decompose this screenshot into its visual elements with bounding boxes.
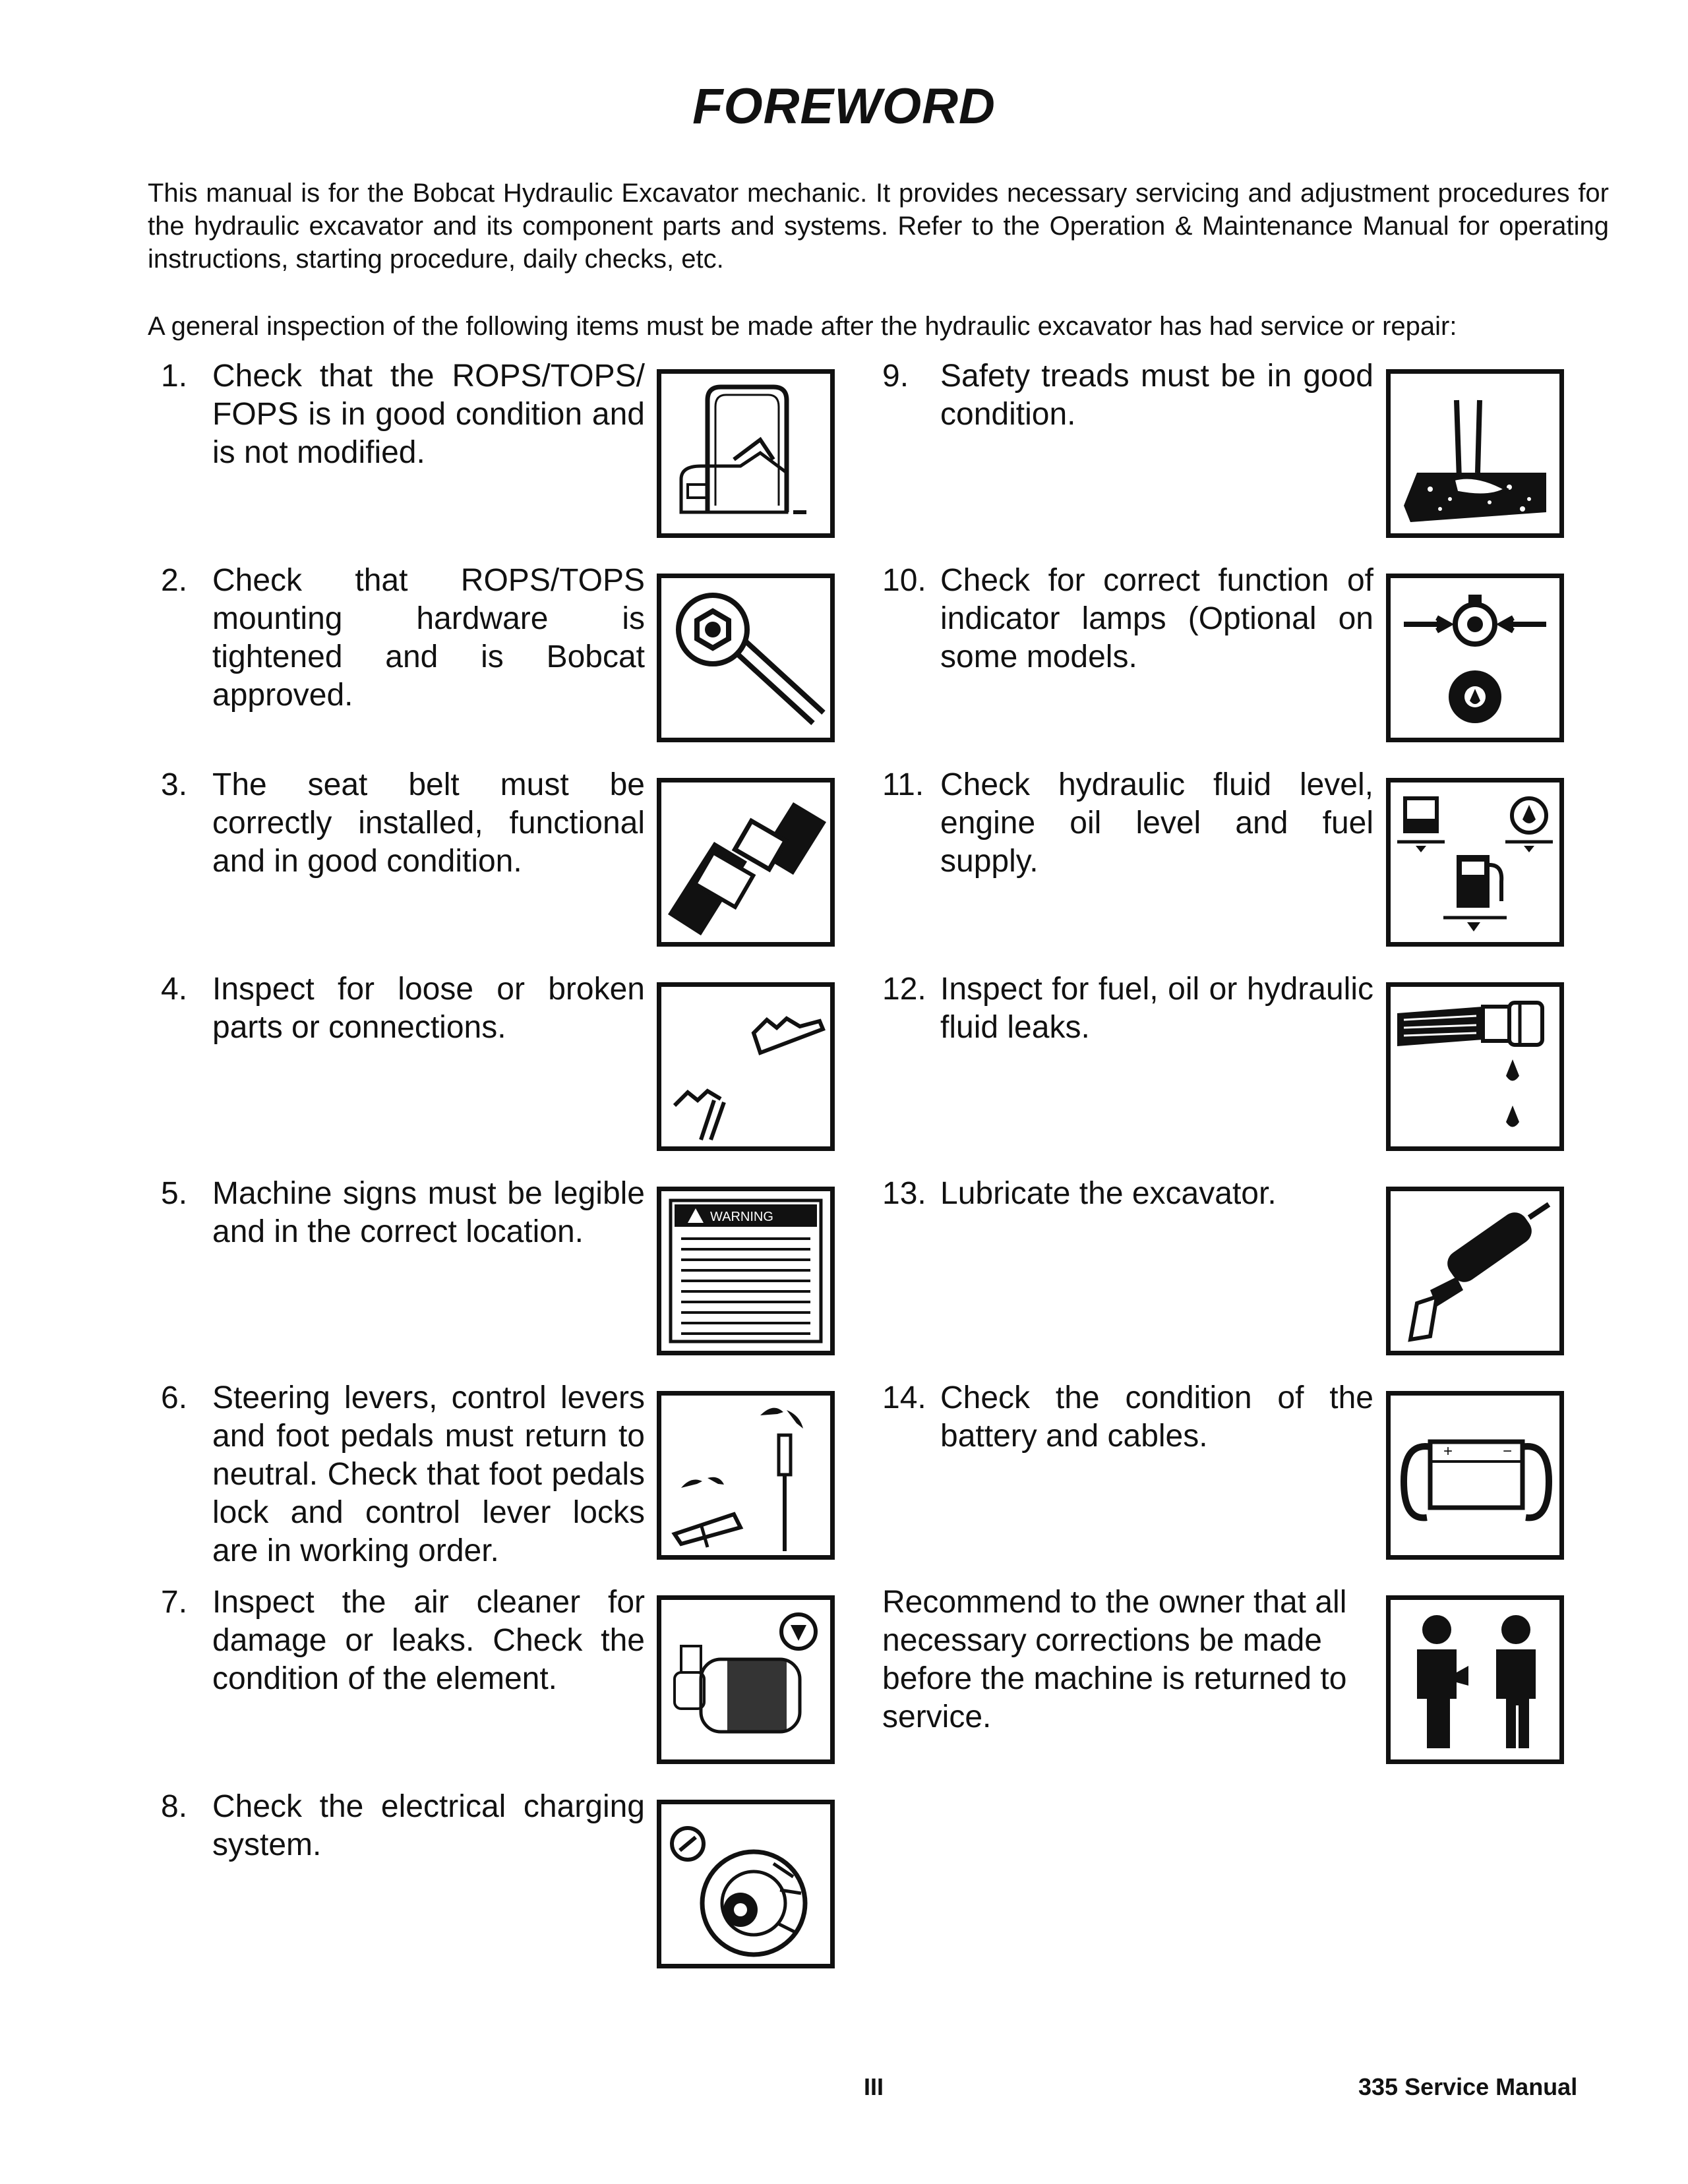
item-text: Inspect the air cleaner for damage or leaks. Check the condition of the element. [212,1585,645,1696]
item-text: Safety treads must be in good condition. [940,359,1373,432]
item-text: Check that the ROPS/TOPS/ FOPS is in good condition and is not modified. [212,359,645,470]
item-number: 5. [161,1176,188,1211]
broken-parts-icon [657,982,835,1151]
item-number: 1. [161,359,188,394]
item-text: Check that ROPS/TOPS mounting hardware is tightened and is Bobcat approved. [212,563,645,713]
levers-pedals-icon [657,1391,835,1560]
item-text: Lubricate the excavator. [940,1176,1277,1211]
item-number: 3. [161,767,188,802]
warning-label: WARNING [710,1210,773,1224]
item-number: 10. [882,563,926,598]
item-text: Check hydraulic fluid level, engine oil level and fuel supply. [940,767,1373,879]
item-text: Check the electrical charging system. [212,1789,645,1862]
intro-paragraph: This manual is for the Bobcat Hydraulic Excavator mechanic. It provides necessary servicing and adjustment procedures for the hydraulic excavator and its component parts and systems. Refer to the Operation & Maintenance Manual for operating instructions, starting procedure, daily checks, etc. [148,179,1609,274]
page-number: III [864,2073,884,2100]
item-number: 7. [161,1585,188,1620]
safety-tread-icon [1386,369,1564,538]
alternator-icon [657,1800,835,1968]
item-number: 11. [882,767,924,802]
rops-cab-icon [657,369,835,538]
item-text: Inspect for loose or broken parts or connections. [212,972,645,1045]
general-inspection-note: A general inspection of the following items must be made after the hydraulic excavator has had service or repair: [148,312,1457,341]
item-text: Inspect for fuel, oil or hydraulic fluid leaks. [940,972,1373,1045]
item-text: Steering levers, control levers and foot pedals must return to neutral. Check that foot pedals lock and control lever locks are in working order. [212,1380,645,1568]
item-number: 9. [882,359,909,394]
svg-text:+: + [1443,1442,1453,1460]
item-text: Check for correct function of indicator lamps (Optional on some models. [940,563,1373,674]
recommendation-text: Recommend to the owner that all necessary corrections be made before the machine is returned to service. [882,1585,1347,1734]
fluid-levels-icon [1386,778,1564,947]
item-text: Check the condition of the battery and cables. [940,1380,1373,1454]
grease-gun-icon [1386,1187,1564,1355]
indicator-lamps-icon [1386,574,1564,742]
item-number: 2. [161,563,188,598]
battery-icon [1386,1391,1564,1560]
manual-name: 335 Service Manual [1358,2073,1578,2100]
air-cleaner-icon [657,1595,835,1764]
wrench-icon [657,574,835,742]
item-number: 12. [882,972,926,1007]
people-icon [1386,1595,1564,1764]
item-number: 8. [161,1789,188,1824]
svg-text:−: − [1503,1442,1513,1460]
item-number: 4. [161,972,188,1007]
fluid-leak-icon [1386,982,1564,1151]
item-number: 6. [161,1380,188,1415]
item-text: Machine signs must be legible and in the correct location. [212,1176,645,1249]
seat-belt-icon [657,778,835,947]
page-title: FOREWORD [692,78,996,134]
item-number: 13. [882,1176,926,1211]
item-number: 14. [882,1380,926,1415]
warning-sign-icon [657,1187,835,1355]
item-text: The seat belt must be correctly installed, functional and in good condition. [212,767,645,879]
